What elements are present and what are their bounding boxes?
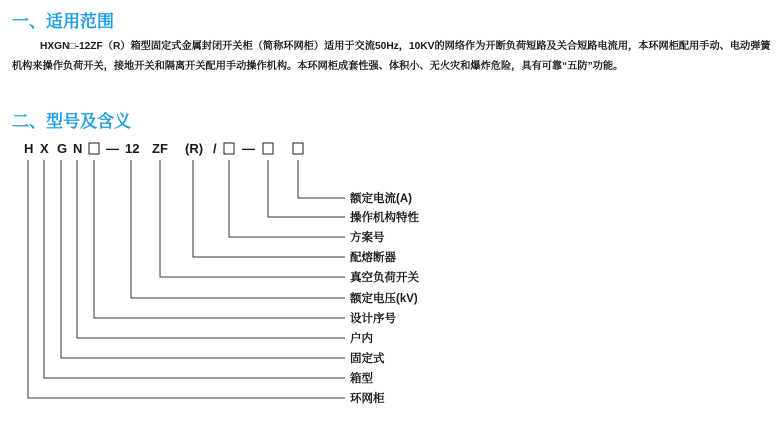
- leader-line-design-serial: [94, 160, 345, 318]
- leader-line-indoor: [77, 160, 345, 338]
- leader-line-fuse: [193, 160, 345, 257]
- code-slash: /: [213, 141, 217, 156]
- label-design-serial: 设计序号: [350, 313, 396, 325]
- code-zf: ZF: [152, 141, 168, 156]
- label-vacuum-switch: 真空负荷开关: [350, 272, 419, 284]
- code-letter-h: H: [24, 141, 34, 156]
- label-mechanism: 操作机构特性: [350, 212, 419, 224]
- code-box-mechanism: [263, 143, 273, 154]
- label-fuse: 配熔断器: [350, 252, 396, 264]
- section-heading-scope: 一、适用范围: [12, 12, 114, 31]
- code-dash-1: —: [106, 141, 119, 156]
- code-letter-x: X: [40, 141, 49, 156]
- code-letter-n: N: [73, 141, 83, 156]
- leader-line-rated-current: [298, 160, 345, 198]
- code-box-scheme: [224, 143, 234, 154]
- code-r: (R): [185, 141, 204, 156]
- label-ring-main: 环网柜: [350, 393, 385, 405]
- label-scheme: 方案号: [350, 232, 385, 244]
- leader-line-ring-main: [28, 160, 345, 398]
- code-box-current: [293, 143, 303, 154]
- code-box-design-serial: [89, 143, 99, 154]
- label-rated-voltage: 额定电压(kV): [350, 293, 418, 305]
- label-fixed: 固定式: [350, 353, 385, 365]
- label-rated-current: 额定电流(A): [350, 193, 412, 205]
- scope-paragraph-text: HXGN□-12ZF（R）箱型固定式金属封闭开关柜（简称环网柜）适用于交流50Hz，10KV的网络作为开断负荷短路及关合短路电流用，本环网柜配用手动、电动弹簧机构来操作负荷开关，接地开关和隔离开关配用手动操作机构。本环网柜成套性强、体积小、无火灾和爆炸危险，具有可靠“五防”功能。: [12, 41, 771, 72]
- code-dash-2: —: [242, 141, 255, 156]
- code-voltage: 12: [125, 141, 140, 156]
- section-heading-model: 二、型号及含义: [12, 112, 131, 131]
- code-letter-g: G: [57, 141, 68, 156]
- leader-line-mechanism: [268, 160, 345, 217]
- leader-line-fixed: [61, 160, 345, 358]
- leader-line-vacuum-switch: [160, 160, 345, 277]
- label-indoor: 户内: [350, 333, 373, 345]
- label-box-type: 箱型: [350, 373, 373, 385]
- leader-line-box-type: [44, 160, 345, 378]
